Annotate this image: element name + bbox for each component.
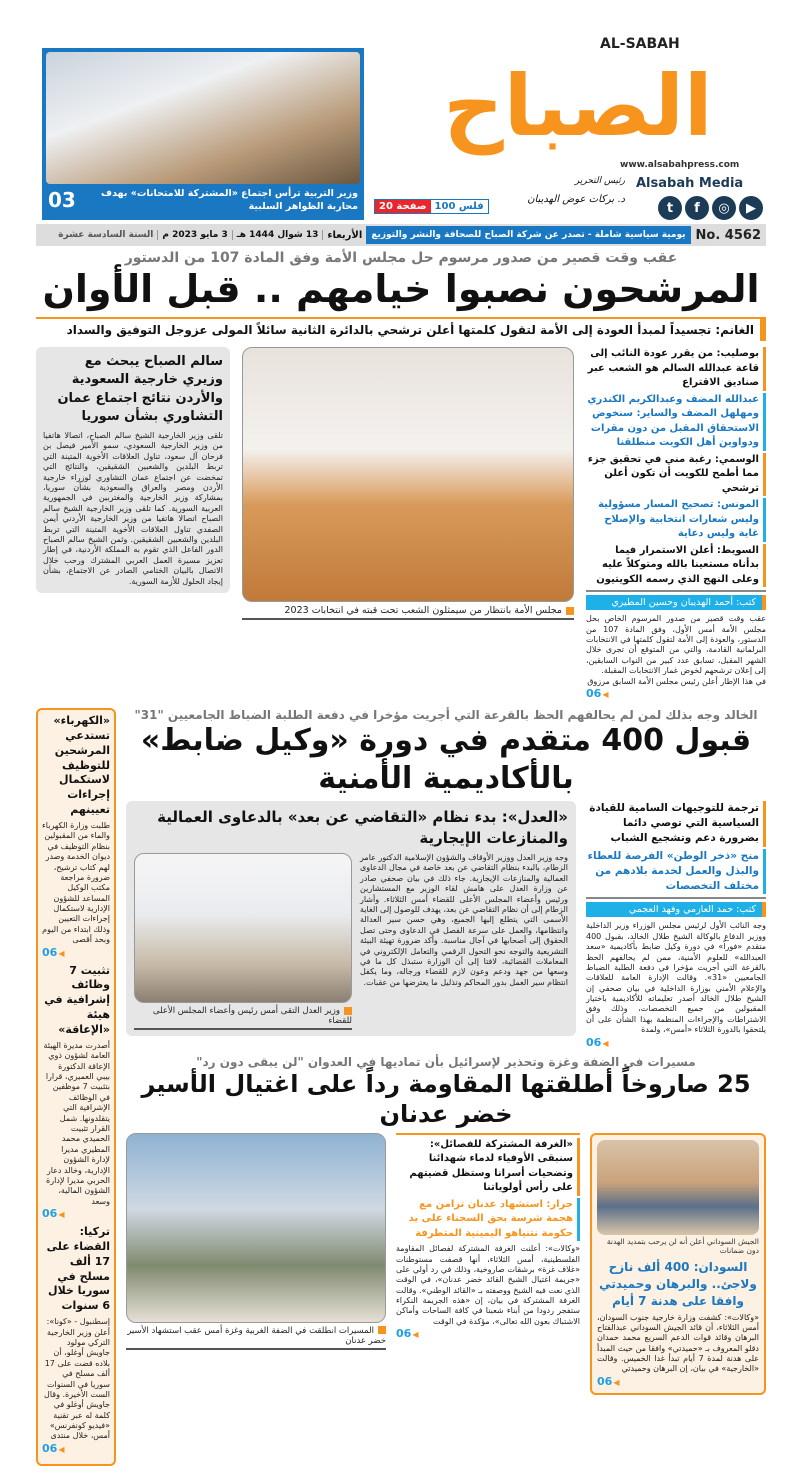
issue-number: No. 4562: [695, 227, 761, 243]
gaza-photo-caption: المسيرات انطلقت في الضفة الغربية وغزة أمس عقب استشهاد الأسير خضر عدنان: [126, 1326, 386, 1350]
dateline: [36, 224, 766, 246]
lead-kicker: عقب وقت قصير من صدور مرسوم حل مجلس الأمة وفق المادة 107 من الدستور: [124, 250, 678, 266]
sudan-headline: السودان: 400 ألف نازح ولاجئ.. والبرهان وحميدتي وافقا على هدنة 7 أيام: [599, 1260, 757, 1308]
sidebar-headline: تركيا: القضاء على 17 ألف مسلح في سوريا خلال 6 سنوات: [46, 1225, 110, 1313]
editor-label: رئيس التحرير: [574, 176, 625, 186]
year-label: السنة السادسة عشرة: [54, 230, 158, 240]
sidebar-headline: «الكهرباء» تستدعي المرشحين للتوظيف لاستكمال إجراءات تعيينهم: [53, 714, 110, 817]
sidebar-page-ref[interactable]: 06 ◀: [42, 1442, 110, 1455]
logo-en: AL-SABAH: [600, 36, 680, 52]
parliament-photo: [242, 347, 574, 602]
academy-headline[interactable]: قبول 400 متقدم في دورة «وكيل ضابط» بالأكاديمية الأمنية: [140, 723, 752, 796]
lead-bullets: [586, 347, 766, 700]
highlight-point: الوسمي: رغبة مني في تحقيق جزء مما أطمح للكويت أن تكون أعلن ترشحي: [586, 453, 766, 497]
price-box: [374, 199, 489, 214]
gaza-row: [126, 1133, 766, 1395]
promo-page: 03: [48, 188, 76, 213]
hijri-date: 13 شوال 1444 هـ: [233, 230, 324, 240]
lead-body-2: في هذا الإطار أعلن رئيس مجلس الأمة السابق مرزوق: [587, 676, 766, 686]
day: الأربعاء: [327, 229, 363, 241]
sudan-body: «وكالات»: كشفت وزارة خارجية جنوب السودان، أمس الثلاثاء، أن قائد الجيش السوداني عبدالفتاح البرهان وقائد قوات الدعم السريع محمد حمدان دقلو المعروف بـ «حميدتي» وافقا من حيث المبدأ على هدنة لمدة 7 أيام تبدأ غدا الخميس. وقالت «الخارجية» في بيان، إن البرهان وحميدتي: [597, 1312, 759, 1374]
sidebar-body: إسطنبول - «كونا»: أعلن وزير الخارجية التركي مولود جاويش أوغلو، أن بلاده قضت على 17 ألف مسلح في سوريا في السنوات الست الأخيرة. وقال جاويش أوغلو في كلمة له عبر تقنية «فيديو كونفرنس» أمس، خلال منتدى: [44, 1317, 110, 1441]
justice-body: وجه وزير العدل ووزير الأوقاف والشؤون الإسلامية الدكتور عامر الزطام، بالبدء بنظام التقاضي عن بعد خاصة في مجال الدعاوى العمالية والمنازعات الإيجارية. جاء ذلك في بيان صحفي صادر عن وزارة العدل على هامش لقاء الوزير مع المستشارين ورئيس وأعضاء المجلس الأعلى للقضاء أمس الثلاثاء. وأشار الزطام إلى أن نظام التقاضي عن بعد، يهدف للوصول إلى الغاية الأسمى التي يتطلع إليها الجميع، وهي حسن سير العدالة وانتظامها، والعمل على سرعة الفصل في الدعاوى وحتى تصل الحقوق إلى أصحابها في آجال مناسبة. وأكد ضرورة تهيئة البيئة التشريعية والتوجه نحو التحول الرقمي والتعامل الإلكتروني في المعاملات القضائية، لافتا إلى أن الوزارة ستبذل كل ما في وسعها من جهد ودعم وعون لازم للقضاء ورجاله، وما يكفل انتظام سير العمل بدور المحاكم وتذليل ما يعترضها من عقبات.: [360, 853, 568, 987]
news-sidebar: [36, 708, 116, 1466]
highlight-point: ترجمة للتوجيهات السامية للقيادة السياسية التي توصي دائما بضرورة دعم وتشجيع الشباب: [586, 801, 766, 847]
lead-row: [36, 347, 766, 700]
lead-banner: الغانم: تجسيداً لمبدأ العودة إلى الأمة لتقول كلمتها أعلن ترشحي بالدائرة الثانية سائلاً المولى عزوجل التوفيق والسداد: [36, 317, 766, 342]
promo-photo: [46, 52, 360, 184]
sudan-story[interactable]: [590, 1133, 766, 1395]
highlight-point: منح «ذخر الوطن» الفرصة للعطاء والبذل والعمل لخدمة بلادهم من مختلف التخصصات: [586, 849, 766, 895]
sidebar-page-ref[interactable]: 06 ◀: [42, 946, 110, 959]
twitter-icon[interactable]: t: [658, 196, 682, 220]
highlight-point: جرار: استشهاد عدنان تزامن مع هجمة شرسة بحق السجناء على يد حكومة نتنياهو اليمينية المتطرفة: [396, 1198, 580, 1242]
sidebar-page-ref[interactable]: 06 ◀: [42, 1207, 110, 1220]
justice-headline: «العدل»: بدء نظام «التقاضي عن بعد» بالدعاوى العمالية والمنازعات الإيجارية: [157, 808, 568, 848]
justice-story[interactable]: [126, 801, 576, 1036]
syria-story[interactable]: [36, 347, 230, 593]
highlight-point: عبدالله المضف وعبدالكريم الكندري ومهلهل المضف والساير: سنخوض الاستحقاق المقبل من دون مقرات ودواوين أهل الكويت منطلقنا: [586, 393, 766, 451]
editor-signature: د. بركات عوض الهديبان: [527, 194, 625, 205]
gaza-page-ref[interactable]: 06 ◀: [396, 1327, 580, 1340]
sidebar-story[interactable]: [42, 964, 110, 1220]
academy-page-ref[interactable]: 06 ◀: [586, 1036, 766, 1049]
sudan-photo: [597, 1140, 759, 1235]
tagline: يومية سياسية شاملة - تصدر عن شركة الصباح للصحافة والنشر والتوزيع: [366, 226, 690, 244]
gaza-headline[interactable]: 25 صاروخاً أطلقتها المقاومة رداً على اغتيال الأسير خضر عدنان: [141, 1069, 751, 1128]
sidebar-body: طلبت وزارة الكهرباء والماء من المقبولين بنظام التوظيف في ديوان الخدمة وصدر لهم كتاب ترشيح، ضرورة مراجعة مكتب الوكيل المساعد للشؤون الإدارية لاستكمال إجراءات التعيين وذلك ابتداء من اليوم وبحد أقصى: [42, 820, 110, 945]
justice-photo-caption: وزير العدل التقى أمس رئيس وأعضاء المجلس الأعلى للقضاء: [134, 1006, 352, 1030]
price: 100 فلس: [431, 200, 488, 213]
lead-photo-block: [242, 347, 574, 620]
logo: الصباح: [443, 57, 713, 155]
gregorian-date: 3 مايو 2023 م: [158, 230, 232, 240]
lead-page-ref[interactable]: 06 ◀: [586, 687, 766, 700]
lead-body: عقب وقت قصير من صدور المرسوم الخاص بحل مجلس الأمة أمس الأول، وفق المادة 107 من الدستور، والعودة إلى الأمة لتقول كلمتها في الانتخابات البرلمانية القادمة، والتي من المتوقع أن تجرى خلال الشهر المقبل، تسابق عدد كبير من النواب السابقين، إلى إعلان ترشحهم لخوض غمار الانتخابات المقبلة.: [586, 614, 767, 676]
lower-section: [36, 708, 766, 1466]
website-link[interactable]: www.alsabahpress.com: [620, 160, 740, 170]
academy-column: [586, 801, 766, 1049]
gaza-column: [396, 1133, 580, 1341]
facebook-icon[interactable]: f: [685, 196, 709, 220]
justice-row: [134, 853, 568, 1030]
syria-headline: سالم الصباح يبحث مع وزيري خارجية السعودية والأردن نتائج اجتماع عمان التشاوري بشأن سوريا: [57, 354, 223, 424]
promo-text: وزير التربية ترأس اجتماع «المشتركة للامتحانات» بهدف محاربة الظواهر السلبية: [101, 188, 358, 213]
highlight-point: المونس: تصحيح المسار مسؤولية وليس شعارات انتخابية والإصلاح غاية وليس دعاية: [586, 498, 766, 542]
lead-headline[interactable]: المرشحون نصبوا خيامهم .. قبل الأوان: [42, 267, 760, 311]
highlight-point: بوصليب: من يقرر عودة النائب إلى قاعة عبدالله السالم هو الشعب عبر صناديق الاقتراع: [586, 347, 766, 391]
syria-body: تلقى وزير الخارجية الشيخ سالم الصباح، اتصالا هاتفيا من وزير الخارجية السعودي، سمو الأمير فيصل بن فرحان آل سعود، تناول العلاقات الأخوية المتينة التي تربط البلدين والشعبين الشقيقين، والنتائج التي تمخضت عن اجتماع عمان التشاوري لوزراء خارجية الأردن ومصر والعراق والسعودية بشأن سوريا، بمشاركة وزير الخارجية والمغتربين في الجمهورية العربية السورية. كما تلقى وزير الخارجية الشيخ سالم الصباح اتصالا هاتفيا من وزير الخارجية الأردني أيمن الصفدي تناول العلاقات الأخوية المتينة التي تربط البلدين والشعبين الشقيقين. وثمن الشيخ سالم الصباح الدور الفاعل الذي تقوم به المملكة الأردنية، في إطار تعزيز مسيرة العمل العربي المشترك ورحب خلال الاتصال بالبيان الختامي الصادر عن الاجتماع، بشأن إيجاد الحلول للأزمة السورية.: [43, 431, 223, 586]
sudan-page-ref[interactable]: 06 ◀: [597, 1375, 759, 1388]
sidebar-story[interactable]: [42, 1225, 110, 1455]
highlight-point: السويط: أعلن الاستمرار فيما بدأناه مستعينا بالله ومتوكلاً عليه وعلى النهج الذي رسمه الكويتيون: [586, 544, 766, 588]
lower-main: [126, 708, 766, 1395]
academy-byline: كتب: حمد العازمي وفهد العجمي: [586, 902, 766, 917]
highlight-point: «الغرفة المشتركة للفصائل»: سنبقى الأوفياء لدماء شهدائنا وتضحيات أسرانا وستظل قضيتهم على رأس أولوياتنا: [396, 1138, 580, 1196]
sudan-photo-caption: الجيش السوداني أعلن أنه لن يرحب بتمديد الهدنة دون ضمانات: [606, 1236, 759, 1256]
page-count: 20 صفحة: [375, 200, 431, 213]
social-icons: [658, 196, 763, 220]
academy-kicker: الخالد وجه بذلك لمن لم يحالفهم الحظ بالقرعة التي أجريت مؤخرا في دفعة الطلبة الضباط الجامعيين "31": [134, 708, 758, 723]
academy-body: وجه النائب الأول لرئيس مجلس الوزراء وزير الداخلية ووزير الدفاع بالوكالة الشيخ طلال الخالد، بقبول 400 متقدم «فوراً» في دورة وكيل ضابط بأكاديمية «سعد العبدالله» للعلوم الأمنية، ممن لم يحالفهم الحظ بالقرعة التي أجريت مؤخرا في دفعة الطلبة الضباط الجامعيين «31». وقالت الإدارة العامة للعلاقات والإعلام الأمني بوزارة الداخلية في بيان صحفي إن الشيخ طلال الخالد أصدر تعليماته للأكاديمية باختيار المقبولين من جميع التخصصات، وذلك وفق الاشتراطات والإجراءات المنظمة بهذا الشأن على أن يلتحقوا بالدورة الثلاثاء «أمس»، ولمدة: [586, 921, 767, 1035]
sidebar-story[interactable]: [42, 714, 110, 959]
gaza-photo-block: [126, 1133, 386, 1350]
gaza-kicker: مسيرات في الضفة وغزة وتحذير لإسرائيل بأن تماديها في العدوان "لن يبقى دون رد": [196, 1054, 696, 1069]
masthead: [0, 0, 800, 248]
media-label: Alsabah Media: [636, 176, 744, 191]
sidebar-headline: تثبيت 7 وظائف إشرافية في هيئة «الإعاقة»: [44, 963, 110, 1036]
lead-byline: كتب: أحمد الهديبان وحسين المطيري: [586, 595, 766, 610]
gaza-photo: [126, 1133, 386, 1323]
instagram-icon[interactable]: ◎: [712, 196, 736, 220]
sidebar-body: أصدرت مديرة الهيئة العامة لشؤون ذوي الإعاقة الدكتورة بيبي العميري، قرارا بتثبيت 7 موظفين في الوظائف الإشرافية التي يتقلدونها. شمل القرار تثبيت الحميدي محمد المطيري مديرا لإدارة الشؤون الإدارية، وخالد دعار الحربي مديرا لإدارة الشؤون المالية، وسعد: [43, 1040, 110, 1206]
academy-row: [126, 801, 766, 1049]
lead-photo-caption: مجلس الأمة بانتظار من سيمثلون الشعب تحت قبته في انتخابات 2023: [242, 605, 574, 620]
gaza-body: «وكالات»: أعلنت الغرفة المشتركة لفصائل المقاومة الفلسطينية، أمس الثلاثاء، أنها قصفت مستوطنات «غلاف غزة» برشقات صاروخية، وذلك في رد أولي على «جريمة اغتيال الشيخ القائد خضر عدنان»، في الوقت الذي نعت فيه الشيخ ووصفته بـ «القائد الوطني». وقالت الغرفة المشتركة في بيان، إن «هذه الجريمة النكراء ستفجر ردودا من أبناء شعبنا في كافة الساحات وأماكن الاشتباك بعون الله تعالى»، مؤكدة في الوقت: [396, 1244, 580, 1326]
youtube-icon[interactable]: ▶: [739, 196, 763, 220]
top-promo[interactable]: [42, 48, 364, 220]
justice-photo: [134, 853, 352, 1003]
justice-photo-block: [134, 853, 352, 1030]
